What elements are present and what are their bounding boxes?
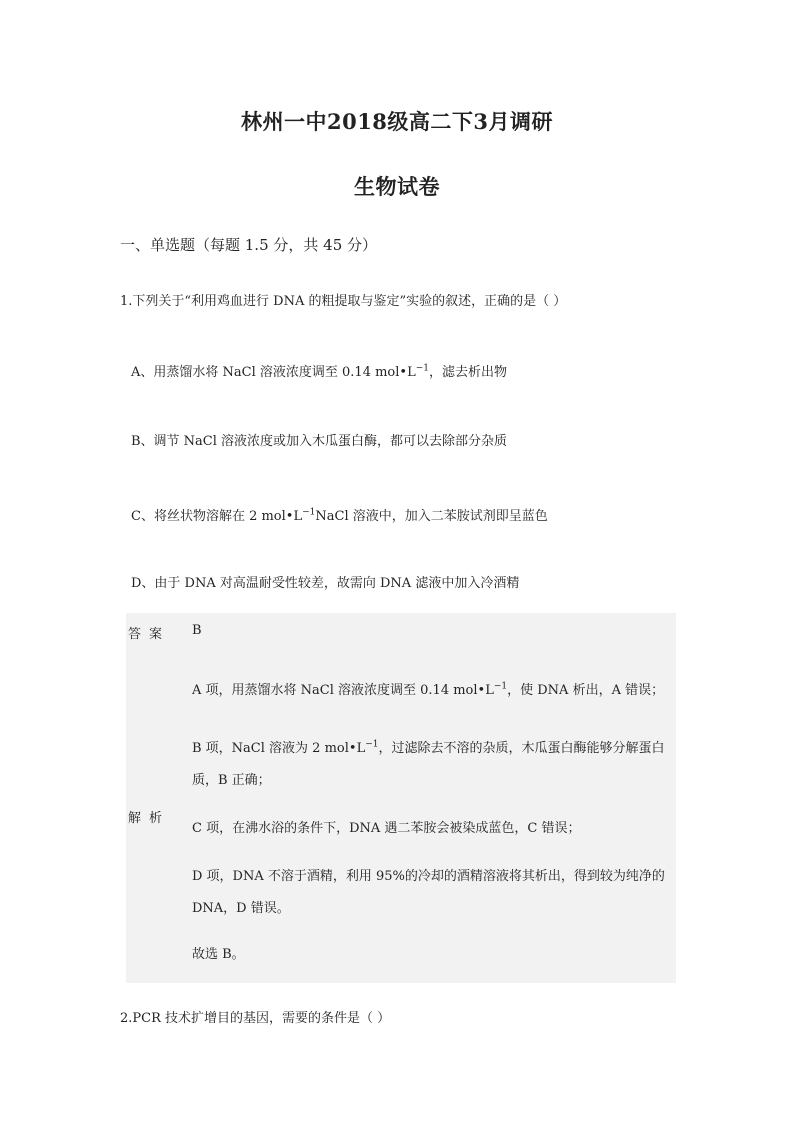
analysis-line-b1 <box>192 737 665 756</box>
question-2-stem: 2.PCR 技术扩增目的基因，需要的条件是（ ） <box>120 1011 391 1026</box>
analysis-line-d1: D 项，DNA 不溶于酒精，利用 95%的冷却的酒精溶液将其析出，得到较为纯净的 <box>192 869 665 884</box>
analysis-conclusion: 故选 B。 <box>192 947 245 962</box>
question-1-option-b: B、调节 NaCl 溶液浓度或加入木瓜蛋白酶，都可以去除部分杂质 <box>131 434 508 449</box>
page-title: 林州一中2018级高二下3月调研 <box>240 109 554 134</box>
question-1-option-a <box>131 361 507 380</box>
question-1-option-d: D、由于 DNA 对高温耐受性较差，故需向 DNA 滤液中加入冷酒精 <box>131 576 520 591</box>
page-subtitle: 生物试卷 <box>354 174 440 199</box>
answer-panel <box>126 613 676 983</box>
analysis-line-a <box>192 679 664 698</box>
option-a-text-end: ，滤去析出物 <box>429 365 508 380</box>
answer-label: 答案 <box>128 627 171 642</box>
analysis-line-c: C 项，在沸水浴的条件下，DNA 遇二苯胺会被染成蓝色，C 错误； <box>192 821 581 836</box>
question-1-option-c <box>131 505 548 524</box>
analysis-a-exponent: −1 <box>493 681 508 692</box>
analysis-a-text: A 项，用蒸馏水将 NaCl 溶液浓度调至 0.14 mol•L <box>192 683 494 698</box>
question-1-stem: 1.下列关于“利用鸡血进行 DNA 的粗提取与鉴定”实验的叙述，正确的是（ ） <box>120 294 567 309</box>
analysis-b-text-end: ，过滤除去不溶的杂质，木瓜蛋白酶能够分解蛋白 <box>378 741 665 756</box>
analysis-line-b2: 质，B 正确； <box>192 773 271 788</box>
analysis-b-exponent: −1 <box>365 739 379 750</box>
option-c-exponent: −1 <box>302 507 316 518</box>
section-heading: 一、单选题（每题 1.5 分，共 45 分） <box>120 236 378 254</box>
analysis-b-text: B 项，NaCl 溶液为 2 mol•L <box>192 741 366 756</box>
answer-value: B <box>192 623 202 638</box>
option-a-text: A、用蒸馏水将 NaCl 溶液浓度调至 0.14 mol•L <box>131 365 416 380</box>
option-a-exponent: −1 <box>415 363 429 374</box>
analysis-line-d2: DNA，D 错误。 <box>192 901 290 916</box>
option-c-text: C、将丝状物溶解在 2 mol•L <box>131 509 303 524</box>
analysis-a-text-end: ，使 DNA 析出，A 错误； <box>507 683 665 698</box>
analysis-label: 解析 <box>128 811 171 826</box>
option-c-text-end: NaCl 溶液中，加入二苯胺试剂即呈蓝色 <box>315 509 548 524</box>
